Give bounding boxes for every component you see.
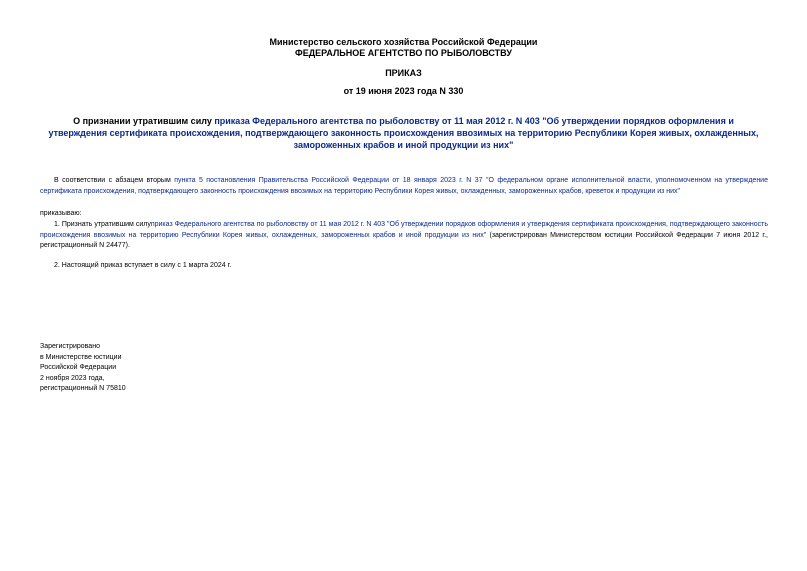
paragraph-order: приказываю: bbox=[40, 210, 82, 217]
paragraph-item-1 bbox=[40, 220, 768, 252]
registration-line: Российской Федерации bbox=[40, 364, 117, 371]
item-1-suffix: (зарегистрирован Министерством юстиции Российской Федерации 7 июня 2012 г., регистрационный N 24477). bbox=[40, 231, 768, 249]
item-1-prefix: 1. Признать утратившим силу bbox=[54, 221, 151, 228]
paragraph-item-2: 2. Настоящий приказ вступает в силу с 1 марта 2024 г. bbox=[54, 262, 232, 269]
document-date-number: от 19 июня 2023 года N 330 bbox=[343, 86, 464, 96]
title-prefix: О признании утратившим силу bbox=[73, 116, 215, 126]
paragraph-basis bbox=[40, 176, 768, 197]
registration-line: регистрационный N 75810 bbox=[40, 385, 126, 392]
basis-prefix: В соответствии с абзацем вторым bbox=[54, 177, 175, 184]
registration-line: в Министерстве юстиции bbox=[40, 353, 122, 361]
agency-name: ФЕДЕРАЛЬНОЕ АГЕНТСТВО ПО РЫБОЛОВСТВУ bbox=[295, 48, 512, 58]
registration-line: 2 ноября 2023 года, bbox=[40, 374, 105, 382]
basis-link[interactable]: пункта 5 постановления Правительства Российской Федерации от 18 января 2023 г. N 37 "О федеральном органе исполнительной власти, уполномоченном на утверждение сертификата происхождения, подтверждающего законность происхождения ввозимых на территорию Республики Корея живых, охлажденных, замороженных крабов, креветок и продукции из них" bbox=[40, 177, 768, 195]
document-type: ПРИКАЗ bbox=[385, 68, 422, 78]
document-title bbox=[45, 115, 762, 151]
registration-line: Зарегистрировано bbox=[40, 343, 100, 350]
ministry-name: Министерство сельского хозяйства Российской Федерации bbox=[269, 37, 538, 47]
item-1-link[interactable]: приказ Федерального агентства по рыболовству от 11 мая 2012 г. N 403 "Об утверждении порядков оформления и утверждения сертификата происхождения, подтверждающего законность происхождения ввозимых на территорию Республики Корея живых, охлажденных, замороженных крабов и иной продукции из них" bbox=[40, 221, 769, 239]
registration-block bbox=[40, 342, 126, 395]
title-link[interactable]: приказа Федерального агентства по рыболовству от 11 мая 2012 г. N 403 "Об утверждении порядков оформления и утверждения сертификата происхождения, подтверждающего законность происхождения ввозимых на территорию Республики Корея живых, охлажденных, замороженных крабов и иной продукции из них" bbox=[48, 116, 759, 150]
